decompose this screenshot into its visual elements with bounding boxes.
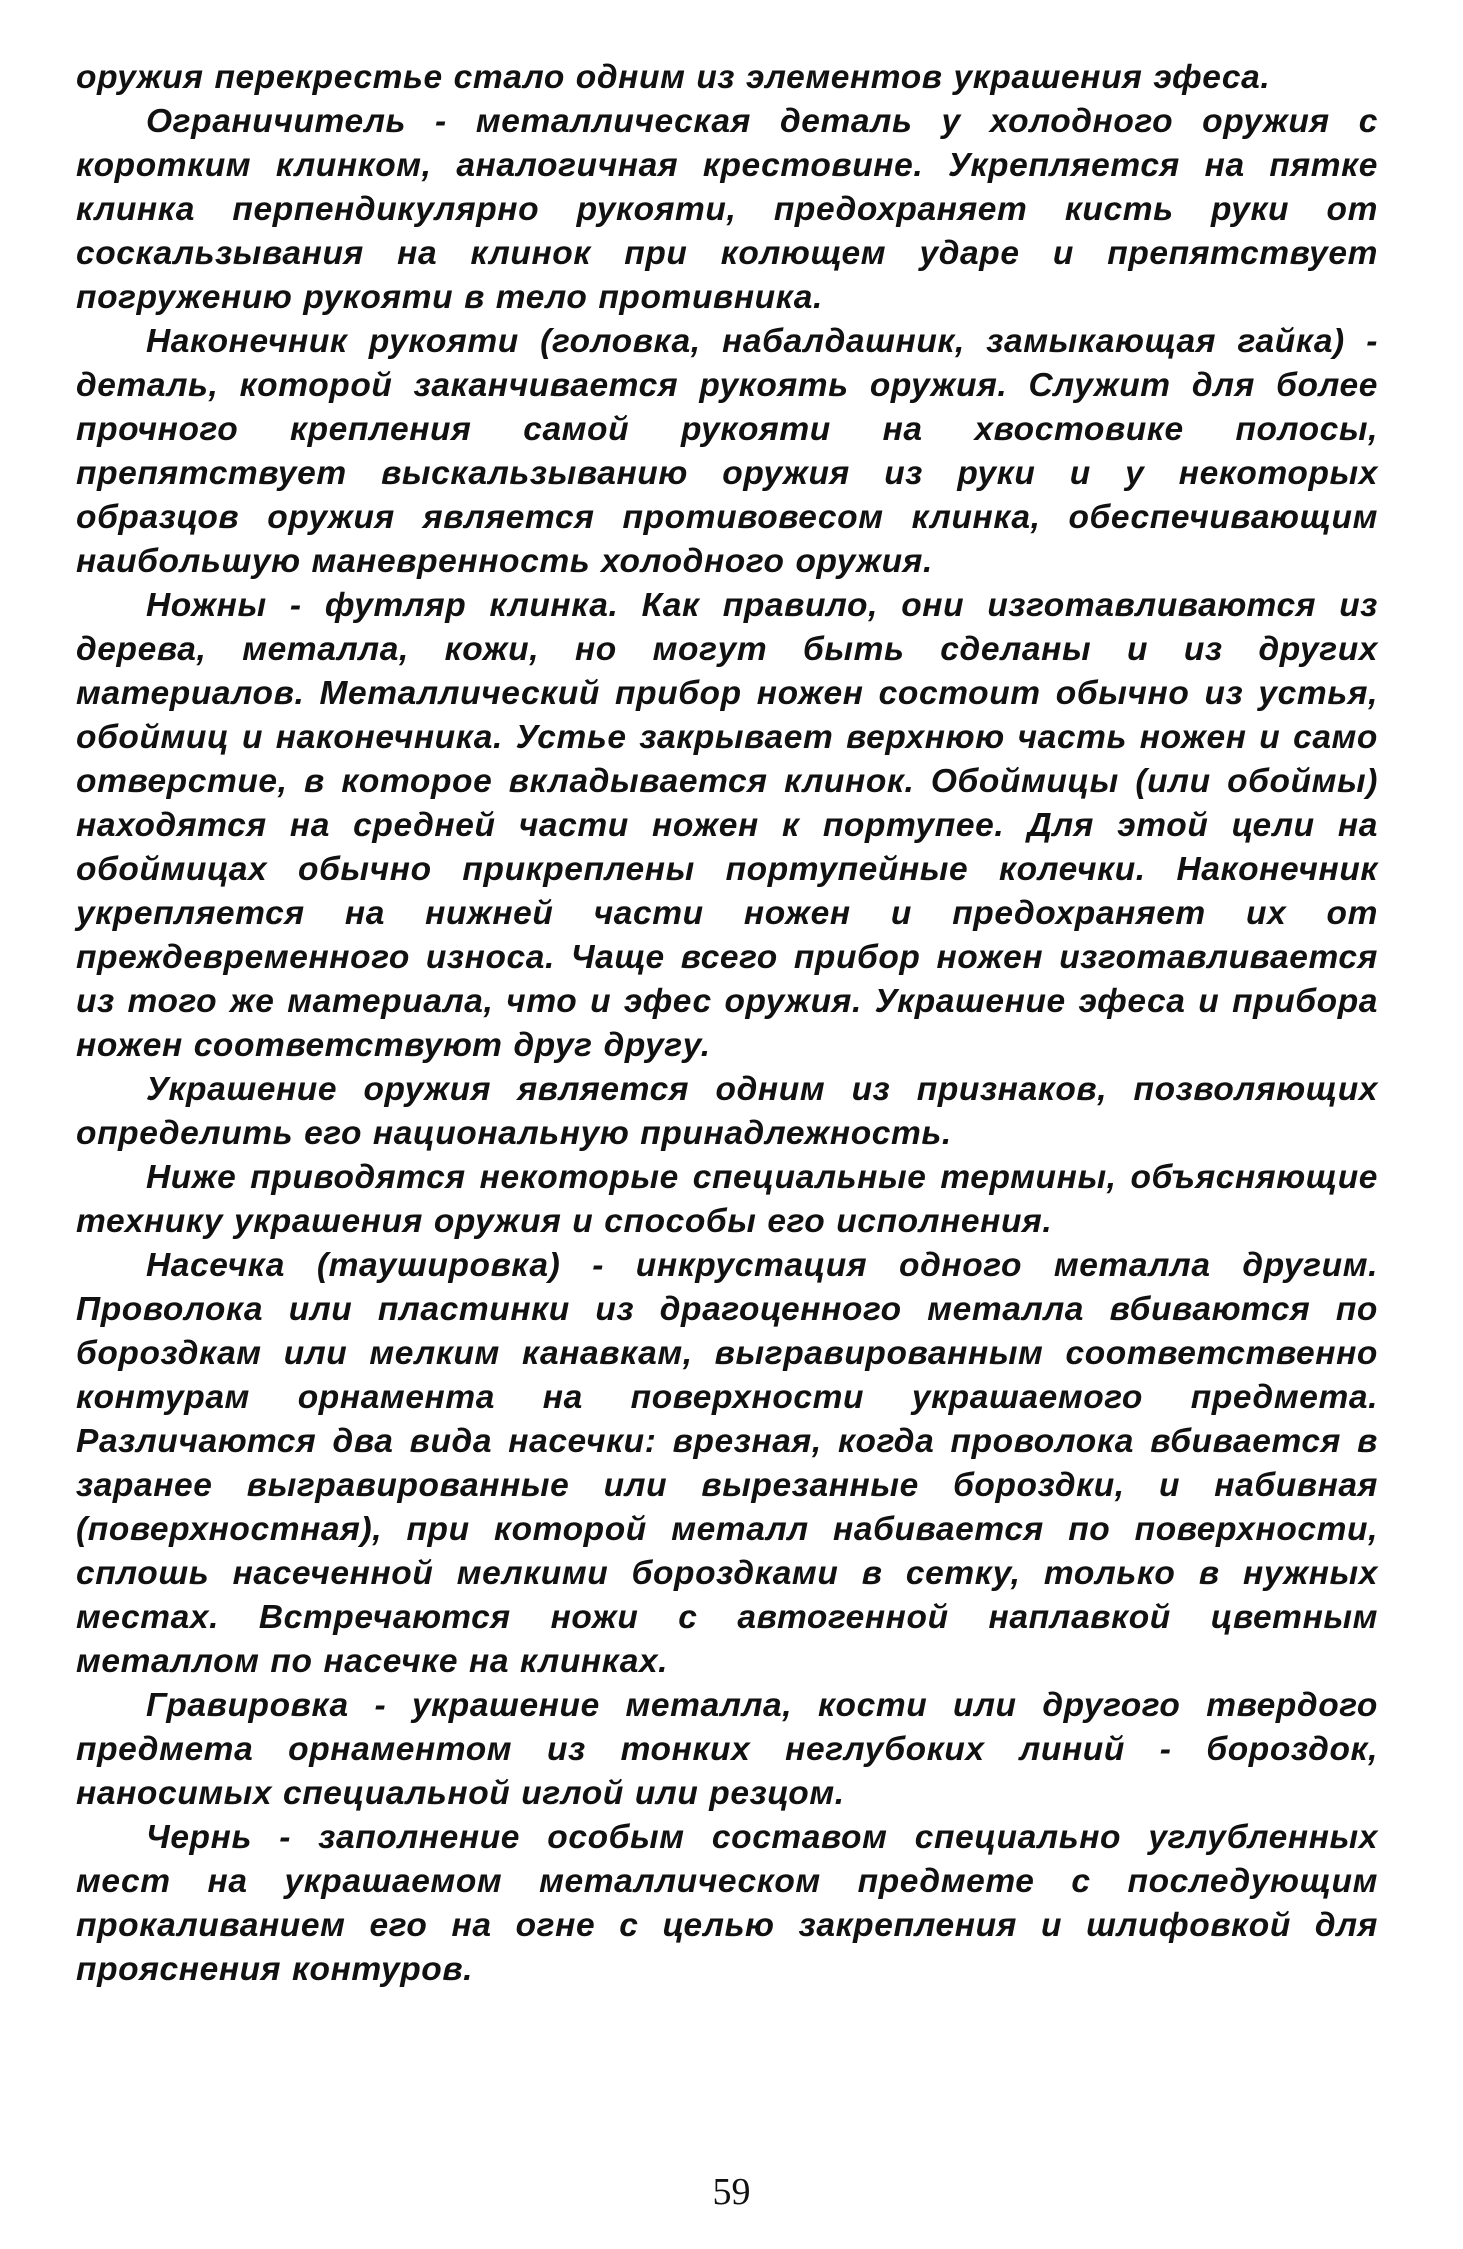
paragraph-gravirovka: Гравировка - украшение металла, кости или другого твердого предмета орнаментом из тонких неглубоких линий - бороздок, наносимых специальной иглой или резцом. (76, 1687, 1378, 1812)
page-number: 59 (712, 2171, 751, 2213)
paragraph-ukrashenie-oruzhiya: Украшение оружия является одним из признаков, позволяющих определить его национальную принадлежность. (76, 1071, 1378, 1152)
paragraph-nozhny: Ножны - футляр клинка. Как правило, они изготавливаются из дерева, металла, кожи, но могут быть сделаны и из других материалов. Металлический прибор ножен состоит обычно из устья, обоймиц и наконечника. Устье закрывает верхнюю часть ножен и само отверстие, в которое вкладывается клинок. Обоймицы (или обоймы) находятся на средней части ножен к портупее. Для этой цели на обоймицах обычно прикреплены портупейные колечки. Наконечник укрепляется на нижней части ножен и предохраняет их от преждевременного износа. Чаще всего прибор ножен изготавливается из того же материала, что и эфес оружия. Украшение эфеса и прибора ножен соответствуют друг другу. (76, 587, 1378, 1064)
page-text (76, 56, 1378, 2116)
paragraph-nakonechnik-rukoyati: Наконечник рукояти (головка, набалдашник, замыкающая гайка) - деталь, которой заканчивается рукоять оружия. Служит для более прочного крепления самой рукояти на хвостовике полосы, препятствует выскальзыванию оружия из руки и у некоторых образцов оружия является противовесом клинка, обеспечивающим наибольшую маневренность холодного оружия. (76, 323, 1378, 580)
paragraph-nasechka: Насечка (таушировка) - инкрустация одного металла другим. Проволока или пластинки из драгоценного металла вбиваются по бороздкам или мелким канавкам, выгравированным соответственно контурам орнамента на поверхности украшаемого предмета. Различаются два вида насечки: врезная, когда проволока вбивается в заранее выгравированные или вырезанные бороздки, и набивная (поверхностная), при которой металл набивается по поверхности, сплошь насеченной мелкими бороздками в сетку, только в нужных местах. Встречаются ножи с автогенной наплавкой цветным металлом по насечке на клинках. (76, 1247, 1378, 1680)
paragraph-terminy-intro: Ниже приводятся некоторые специальные термины, объясняющие технику украшения оружия и способы его исполнения. (76, 1159, 1378, 1240)
paragraph-ogranichitel: Ограничитель - металлическая деталь у холодного оружия с коротким клинком, аналогичная крестовине. Укрепляется на пятке клинка перпендикулярно рукояти, предохраняет кисть руки от соскальзывания на клинок при колющем ударе и препятствует погружению рукояти в тело противника. (76, 103, 1378, 316)
paragraph-chern: Чернь - заполнение особым составом специально углубленных мест на украшаемом металлическом предмете с последующим прокаливанием его на огне с целью закрепления и шлифовкой для прояснения контуров. (76, 1819, 1378, 1988)
paragraph-weapon-crossguard-continuation: оружия перекрестье стало одним из элементов украшения эфеса. (76, 59, 1271, 96)
